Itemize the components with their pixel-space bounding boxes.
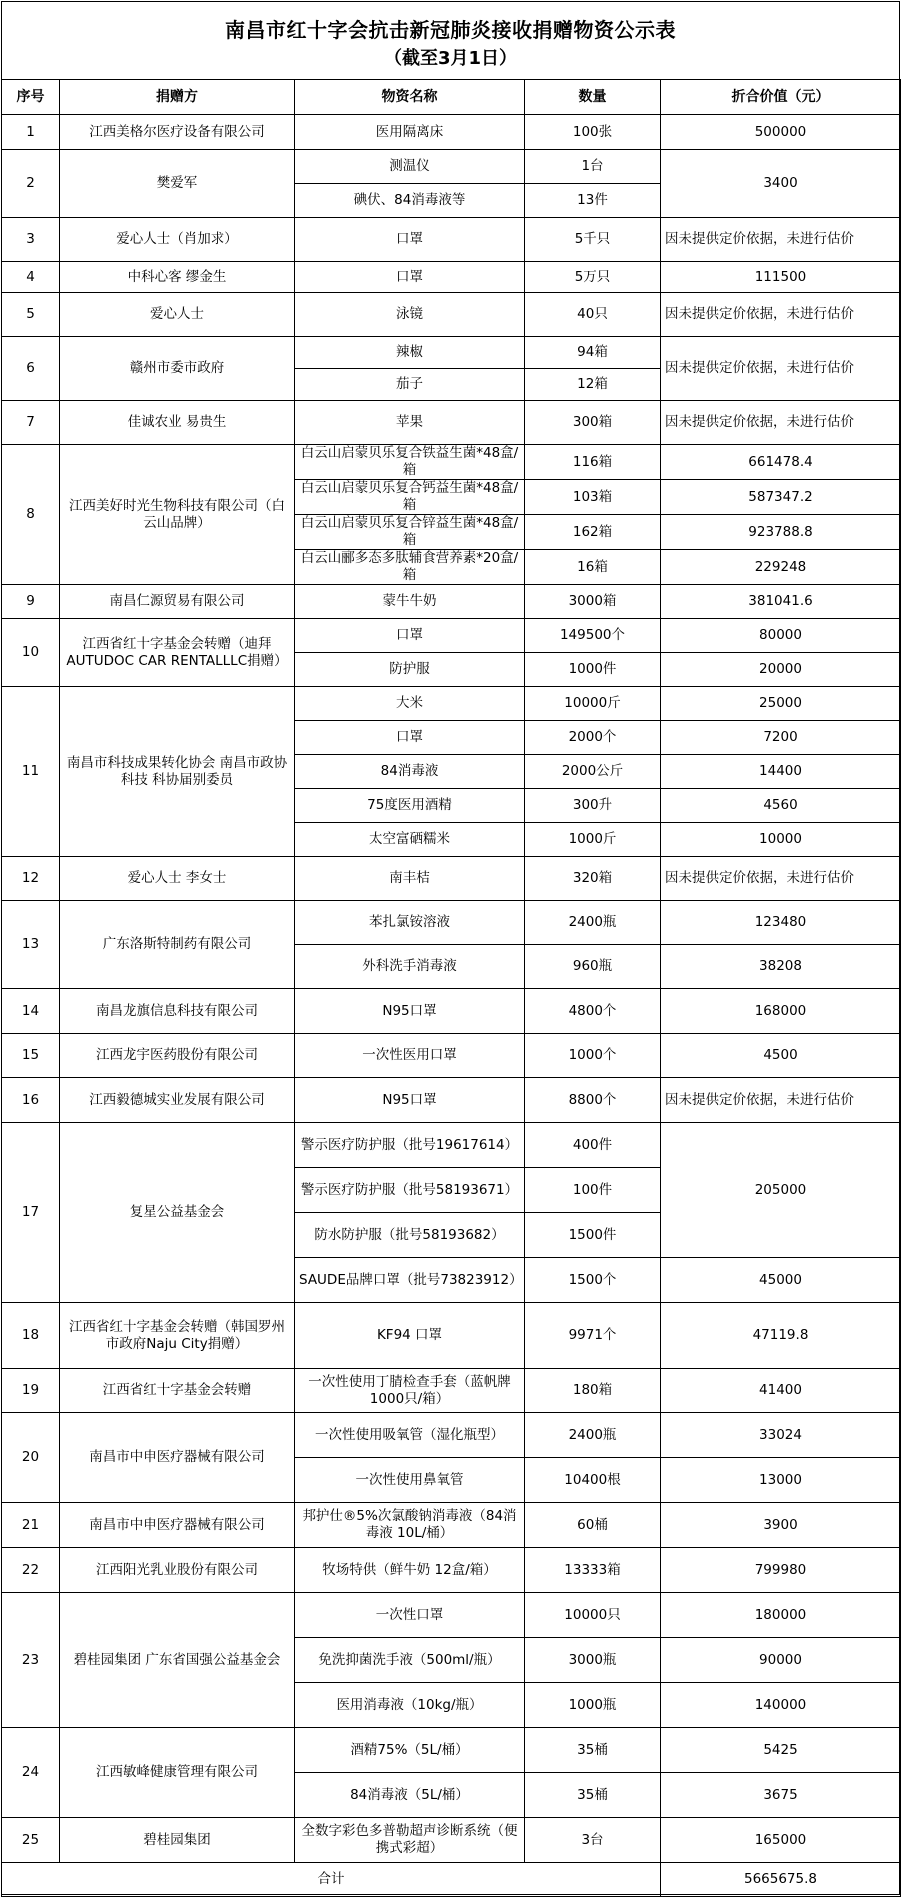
qty-cell: 116箱 xyxy=(525,445,661,480)
page-title: 南昌市红十字会抗击新冠肺炎接收捐赠物资公示表 xyxy=(225,18,676,42)
donor-cell: 江西敏峰健康管理有限公司 xyxy=(60,1728,295,1818)
page-subtitle: （截至3月1日） xyxy=(383,48,518,69)
qty-cell: 10000斤 xyxy=(525,687,661,721)
row-no: 14 xyxy=(2,989,60,1034)
row-no: 22 xyxy=(2,1548,60,1593)
donor-cell: 江西省红十字基金会转赠 xyxy=(60,1369,295,1413)
row-no: 17 xyxy=(2,1123,60,1303)
row-no: 15 xyxy=(2,1034,60,1078)
value-cell: 661478.4 xyxy=(661,445,901,480)
table-row xyxy=(2,1078,901,1123)
qty-cell: 2000个 xyxy=(525,721,661,755)
item-cell: 测温仪 xyxy=(295,150,525,184)
value-cell: 13000 xyxy=(661,1458,901,1503)
qty-cell: 100张 xyxy=(525,115,661,150)
value-cell: 41400 xyxy=(661,1369,901,1413)
item-cell: 大米 xyxy=(295,687,525,721)
value-cell: 33024 xyxy=(661,1413,901,1458)
table-row xyxy=(2,687,901,721)
qty-cell: 94箱 xyxy=(525,337,661,369)
table-row xyxy=(2,401,901,445)
table-row xyxy=(2,115,901,150)
donor-cell: 碧桂园集团 xyxy=(60,1818,295,1863)
header-no: 序号 xyxy=(2,80,60,115)
qty-cell: 1000斤 xyxy=(525,823,661,857)
header-qty: 数量 xyxy=(525,80,661,115)
row-no: 16 xyxy=(2,1078,60,1123)
qty-cell: 10000只 xyxy=(525,1593,661,1638)
item-cell: 白云山启蒙贝乐复合铁益生菌*48盒/箱 xyxy=(295,445,525,480)
value-cell: 20000 xyxy=(661,653,901,687)
qty-cell: 960瓶 xyxy=(525,945,661,989)
value-cell: 3400 xyxy=(661,150,901,218)
item-cell: 太空富硒糯米 xyxy=(295,823,525,857)
qty-cell: 103箱 xyxy=(525,480,661,515)
value-cell: 90000 xyxy=(661,1638,901,1683)
table-row xyxy=(2,445,901,480)
row-no: 9 xyxy=(2,585,60,619)
row-no: 11 xyxy=(2,687,60,857)
value-cell: 168000 xyxy=(661,989,901,1034)
value-cell: 因未提供定价依据，未进行估价 xyxy=(661,401,901,445)
item-cell: 苯扎氯铵溶液 xyxy=(295,901,525,945)
table-row xyxy=(2,218,901,262)
row-no: 1 xyxy=(2,115,60,150)
value-cell: 799980 xyxy=(661,1548,901,1593)
qty-cell: 100件 xyxy=(525,1168,661,1213)
value-cell: 25000 xyxy=(661,687,901,721)
table-row xyxy=(2,1728,901,1773)
row-no: 25 xyxy=(2,1818,60,1863)
donor-cell: 碧桂园集团 广东省国强公益基金会 xyxy=(60,1593,295,1728)
qty-cell: 162箱 xyxy=(525,515,661,550)
qty-cell: 3000箱 xyxy=(525,585,661,619)
row-no: 18 xyxy=(2,1303,60,1369)
row-no: 5 xyxy=(2,293,60,337)
donor-cell: 佳诚农业 易贵生 xyxy=(60,401,295,445)
qty-cell: 3000瓶 xyxy=(525,1638,661,1683)
qty-cell: 2000公斤 xyxy=(525,755,661,789)
value-cell: 3900 xyxy=(661,1503,901,1548)
row-no: 4 xyxy=(2,262,60,293)
row-no: 20 xyxy=(2,1413,60,1503)
qty-cell: 13333箱 xyxy=(525,1548,661,1593)
donor-cell: 南昌市中申医疗器械有限公司 xyxy=(60,1503,295,1548)
item-cell: 口罩 xyxy=(295,721,525,755)
donor-cell: 南昌市科技成果转化协会 南昌市政协科技 科协届别委员 xyxy=(60,687,295,857)
value-cell: 38208 xyxy=(661,945,901,989)
table-row xyxy=(2,1503,901,1548)
item-cell: 蒙牛牛奶 xyxy=(295,585,525,619)
donor-cell: 南昌市中申医疗器械有限公司 xyxy=(60,1413,295,1503)
value-cell: 因未提供定价依据，未进行估价 xyxy=(661,337,901,401)
table-row xyxy=(2,1548,901,1593)
qty-cell: 9971个 xyxy=(525,1303,661,1369)
donor-cell: 江西毅德城实业发展有限公司 xyxy=(60,1078,295,1123)
qty-cell: 180箱 xyxy=(525,1369,661,1413)
item-cell: 防水防护服（批号58193682） xyxy=(295,1213,525,1258)
donor-cell: 中科心客 缪金生 xyxy=(60,262,295,293)
item-cell: 白云山郦多态多肽辅食营养素*20盒/箱 xyxy=(295,550,525,585)
total-row xyxy=(2,1863,901,1897)
qty-cell: 5千只 xyxy=(525,218,661,262)
item-cell: 碘伏、84消毒液等 xyxy=(295,184,525,218)
donor-cell: 复星公益基金会 xyxy=(60,1123,295,1303)
qty-cell: 16箱 xyxy=(525,550,661,585)
table-row xyxy=(2,901,901,945)
qty-cell: 35桶 xyxy=(525,1773,661,1818)
qty-cell: 2400瓶 xyxy=(525,901,661,945)
item-cell: N95口罩 xyxy=(295,989,525,1034)
qty-cell: 40只 xyxy=(525,293,661,337)
qty-cell: 1500件 xyxy=(525,1213,661,1258)
table-row xyxy=(2,1369,901,1413)
value-cell: 10000 xyxy=(661,823,901,857)
item-cell: 外科洗手消毒液 xyxy=(295,945,525,989)
donor-cell: 江西龙宇医药股份有限公司 xyxy=(60,1034,295,1078)
qty-cell: 300箱 xyxy=(525,401,661,445)
donor-cell: 江西美好时光生物科技有限公司（白云山品牌） xyxy=(60,445,295,585)
qty-cell: 13件 xyxy=(525,184,661,218)
qty-cell: 2400瓶 xyxy=(525,1413,661,1458)
header-donor: 捐赠方 xyxy=(60,80,295,115)
table-row xyxy=(2,989,901,1034)
qty-cell: 35桶 xyxy=(525,1728,661,1773)
table-row xyxy=(2,337,901,369)
item-cell: 一次性使用丁腈检查手套（蓝帆牌 1000只/箱） xyxy=(295,1369,525,1413)
value-cell: 7200 xyxy=(661,721,901,755)
table-row xyxy=(2,585,901,619)
item-cell: 邦护仕®5%次氯酸钠消毒液（84消毒液 10L/桶） xyxy=(295,1503,525,1548)
row-no: 3 xyxy=(2,218,60,262)
value-cell: 3675 xyxy=(661,1773,901,1818)
value-cell: 923788.8 xyxy=(661,515,901,550)
item-cell: 白云山启蒙贝乐复合钙益生菌*48盒/箱 xyxy=(295,480,525,515)
qty-cell: 400件 xyxy=(525,1123,661,1168)
item-cell: 防护服 xyxy=(295,653,525,687)
value-cell: 111500 xyxy=(661,262,901,293)
item-cell: 泳镜 xyxy=(295,293,525,337)
table-row xyxy=(2,1818,901,1863)
table-row xyxy=(2,857,901,901)
value-cell: 4560 xyxy=(661,789,901,823)
item-cell: 口罩 xyxy=(295,218,525,262)
donation-table xyxy=(1,79,901,1897)
value-cell: 165000 xyxy=(661,1818,901,1863)
donor-cell: 广东洛斯特制药有限公司 xyxy=(60,901,295,989)
header-item: 物资名称 xyxy=(295,80,525,115)
item-cell: 一次性使用吸氧管（湿化瓶型） xyxy=(295,1413,525,1458)
row-no: 12 xyxy=(2,857,60,901)
item-cell: 警示医疗防护服（批号19617614） xyxy=(295,1123,525,1168)
value-cell: 123480 xyxy=(661,901,901,945)
qty-cell: 1500个 xyxy=(525,1258,661,1303)
donor-cell: 爱心人士 李女士 xyxy=(60,857,295,901)
item-cell: 一次性口罩 xyxy=(295,1593,525,1638)
donor-cell: 江西省红十字基金会转赠（韩国罗州市政府Naju City捐赠） xyxy=(60,1303,295,1369)
donor-cell: 爱心人士（肖加求） xyxy=(60,218,295,262)
item-cell: 口罩 xyxy=(295,262,525,293)
donor-cell: 江西阳光乳业股份有限公司 xyxy=(60,1548,295,1593)
donor-cell: 江西美格尔医疗设备有限公司 xyxy=(60,115,295,150)
table-row xyxy=(2,1413,901,1458)
value-cell: 47119.8 xyxy=(661,1303,901,1369)
row-no: 7 xyxy=(2,401,60,445)
qty-cell: 300升 xyxy=(525,789,661,823)
item-cell: 酒精75%（5L/桶） xyxy=(295,1728,525,1773)
title-block xyxy=(1,1,900,81)
value-cell: 因未提供定价依据，未进行估价 xyxy=(661,218,901,262)
item-cell: N95口罩 xyxy=(295,1078,525,1123)
item-cell: 医用消毒液（10kg/瓶） xyxy=(295,1683,525,1728)
qty-cell: 3台 xyxy=(525,1818,661,1863)
header-value: 折合价值（元） xyxy=(661,80,901,115)
qty-cell: 1000个 xyxy=(525,1034,661,1078)
item-cell: 一次性医用口罩 xyxy=(295,1034,525,1078)
qty-cell: 12箱 xyxy=(525,369,661,401)
table-row xyxy=(2,150,901,184)
row-no: 13 xyxy=(2,901,60,989)
item-cell: 75度医用酒精 xyxy=(295,789,525,823)
row-no: 2 xyxy=(2,150,60,218)
value-cell: 180000 xyxy=(661,1593,901,1638)
value-cell: 229248 xyxy=(661,550,901,585)
item-cell: KF94 口罩 xyxy=(295,1303,525,1369)
qty-cell: 320箱 xyxy=(525,857,661,901)
donor-cell: 江西省红十字基金会转赠（迪拜AUTUDOC CAR RENTALLLC捐赠） xyxy=(60,619,295,687)
row-no: 24 xyxy=(2,1728,60,1818)
value-cell: 因未提供定价依据，未进行估价 xyxy=(661,857,901,901)
item-cell: SAUDE品牌口罩（批号73823912） xyxy=(295,1258,525,1303)
item-cell: 牧场特供（鲜牛奶 12盒/箱） xyxy=(295,1548,525,1593)
item-cell: 茄子 xyxy=(295,369,525,401)
item-cell: 84消毒液 xyxy=(295,755,525,789)
qty-cell: 8800个 xyxy=(525,1078,661,1123)
value-cell: 5425 xyxy=(661,1728,901,1773)
table-row xyxy=(2,293,901,337)
table-row xyxy=(2,619,901,653)
donor-cell: 赣州市委市政府 xyxy=(60,337,295,401)
qty-cell: 60桶 xyxy=(525,1503,661,1548)
item-cell: 口罩 xyxy=(295,619,525,653)
qty-cell: 1台 xyxy=(525,150,661,184)
table-row xyxy=(2,1123,901,1168)
value-cell: 80000 xyxy=(661,619,901,653)
qty-cell: 1000瓶 xyxy=(525,1683,661,1728)
table-header-row xyxy=(2,80,901,115)
value-cell: 因未提供定价依据，未进行估价 xyxy=(661,293,901,337)
value-cell: 587347.2 xyxy=(661,480,901,515)
item-cell: 苹果 xyxy=(295,401,525,445)
value-cell: 381041.6 xyxy=(661,585,901,619)
row-no: 21 xyxy=(2,1503,60,1548)
table-row xyxy=(2,1303,901,1369)
item-cell: 一次性使用鼻氧管 xyxy=(295,1458,525,1503)
total-label: 合计 xyxy=(2,1863,661,1897)
row-no: 6 xyxy=(2,337,60,401)
qty-cell: 149500个 xyxy=(525,619,661,653)
row-no: 23 xyxy=(2,1593,60,1728)
row-no: 10 xyxy=(2,619,60,687)
item-cell: 南丰桔 xyxy=(295,857,525,901)
value-cell: 因未提供定价依据，未进行估价 xyxy=(661,1078,901,1123)
row-no: 19 xyxy=(2,1369,60,1413)
donor-cell: 爱心人士 xyxy=(60,293,295,337)
donor-cell: 南昌龙旗信息科技有限公司 xyxy=(60,989,295,1034)
item-cell: 全数字彩色多普勒超声诊断系统（便携式彩超） xyxy=(295,1818,525,1863)
item-cell: 医用隔离床 xyxy=(295,115,525,150)
table-row xyxy=(2,262,901,293)
value-cell: 14400 xyxy=(661,755,901,789)
table-row xyxy=(2,1034,901,1078)
item-cell: 免洗抑菌洗手液（500ml/瓶） xyxy=(295,1638,525,1683)
qty-cell: 4800个 xyxy=(525,989,661,1034)
value-cell: 205000 xyxy=(661,1123,901,1258)
item-cell: 白云山启蒙贝乐复合锌益生菌*48盒/箱 xyxy=(295,515,525,550)
qty-cell: 10400根 xyxy=(525,1458,661,1503)
qty-cell: 1000件 xyxy=(525,653,661,687)
total-value: 5665675.8 xyxy=(661,1863,901,1897)
value-cell: 45000 xyxy=(661,1258,901,1303)
item-cell: 辣椒 xyxy=(295,337,525,369)
row-no: 8 xyxy=(2,445,60,585)
item-cell: 84消毒液（5L/桶） xyxy=(295,1773,525,1818)
table-row xyxy=(2,1593,901,1638)
qty-cell: 5万只 xyxy=(525,262,661,293)
value-cell: 500000 xyxy=(661,115,901,150)
donor-cell: 樊爱军 xyxy=(60,150,295,218)
value-cell: 140000 xyxy=(661,1683,901,1728)
donor-cell: 南昌仁源贸易有限公司 xyxy=(60,585,295,619)
value-cell: 4500 xyxy=(661,1034,901,1078)
item-cell: 警示医疗防护服（批号58193671） xyxy=(295,1168,525,1213)
